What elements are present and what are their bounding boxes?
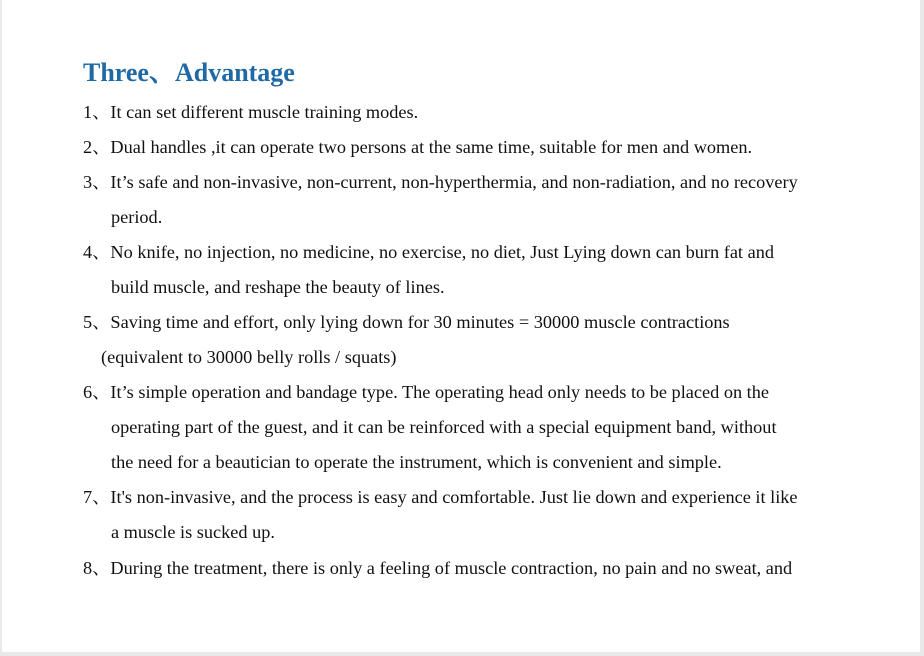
item-number: 5、 — [83, 312, 111, 332]
item-continuation: build muscle, and reshape the beauty of lines. — [111, 277, 445, 297]
list-item — [83, 135, 752, 159]
section-heading: Three、Advantage — [83, 58, 295, 87]
item-number: 8、 — [83, 558, 111, 578]
list-item — [83, 170, 798, 194]
item-continuation: (equivalent to 30000 belly rolls / squats) — [101, 347, 397, 367]
item-text: Saving time and effort, only lying down for 30 minutes = 30000 muscle contractions — [110, 312, 730, 332]
item-number: 7、 — [83, 487, 111, 507]
item-number: 4、 — [83, 242, 111, 262]
item-number: 3、 — [83, 172, 111, 192]
list-item — [83, 556, 792, 580]
item-text: Dual handles ,it can operate two persons at the same time, suitable for men and women. — [110, 137, 753, 157]
item-number: 2、 — [83, 137, 111, 157]
list-item — [83, 310, 730, 334]
item-text: No knife, no injection, no medicine, no exercise, no diet, Just Lying down can burn fat and — [110, 242, 774, 262]
list-item — [83, 240, 774, 264]
item-text: It’s simple operation and bandage type. The operating head only needs to be placed on the — [110, 382, 770, 402]
document-page — [2, 0, 920, 652]
item-text: It’s safe and non-invasive, non-current, non-hyperthermia, and non-radiation, and no recovery — [110, 172, 798, 192]
list-item — [83, 380, 769, 404]
item-continuation: period. — [111, 207, 163, 227]
item-continuation: operating part of the guest, and it can be reinforced with a special equipment band, without — [111, 417, 777, 437]
item-number: 1、 — [83, 102, 111, 122]
item-text: During the treatment, there is only a feeling of muscle contraction, no pain and no sweat, and — [110, 558, 793, 578]
item-continuation: the need for a beautician to operate the instrument, which is convenient and simple. — [111, 452, 722, 472]
item-continuation: a muscle is sucked up. — [111, 522, 275, 542]
item-text: It can set different muscle training modes. — [110, 102, 419, 122]
list-item — [83, 100, 418, 124]
item-number: 6、 — [83, 382, 111, 402]
item-text: It's non-invasive, and the process is easy and comfortable. Just lie down and experience it like — [110, 487, 798, 507]
list-item — [83, 485, 798, 509]
